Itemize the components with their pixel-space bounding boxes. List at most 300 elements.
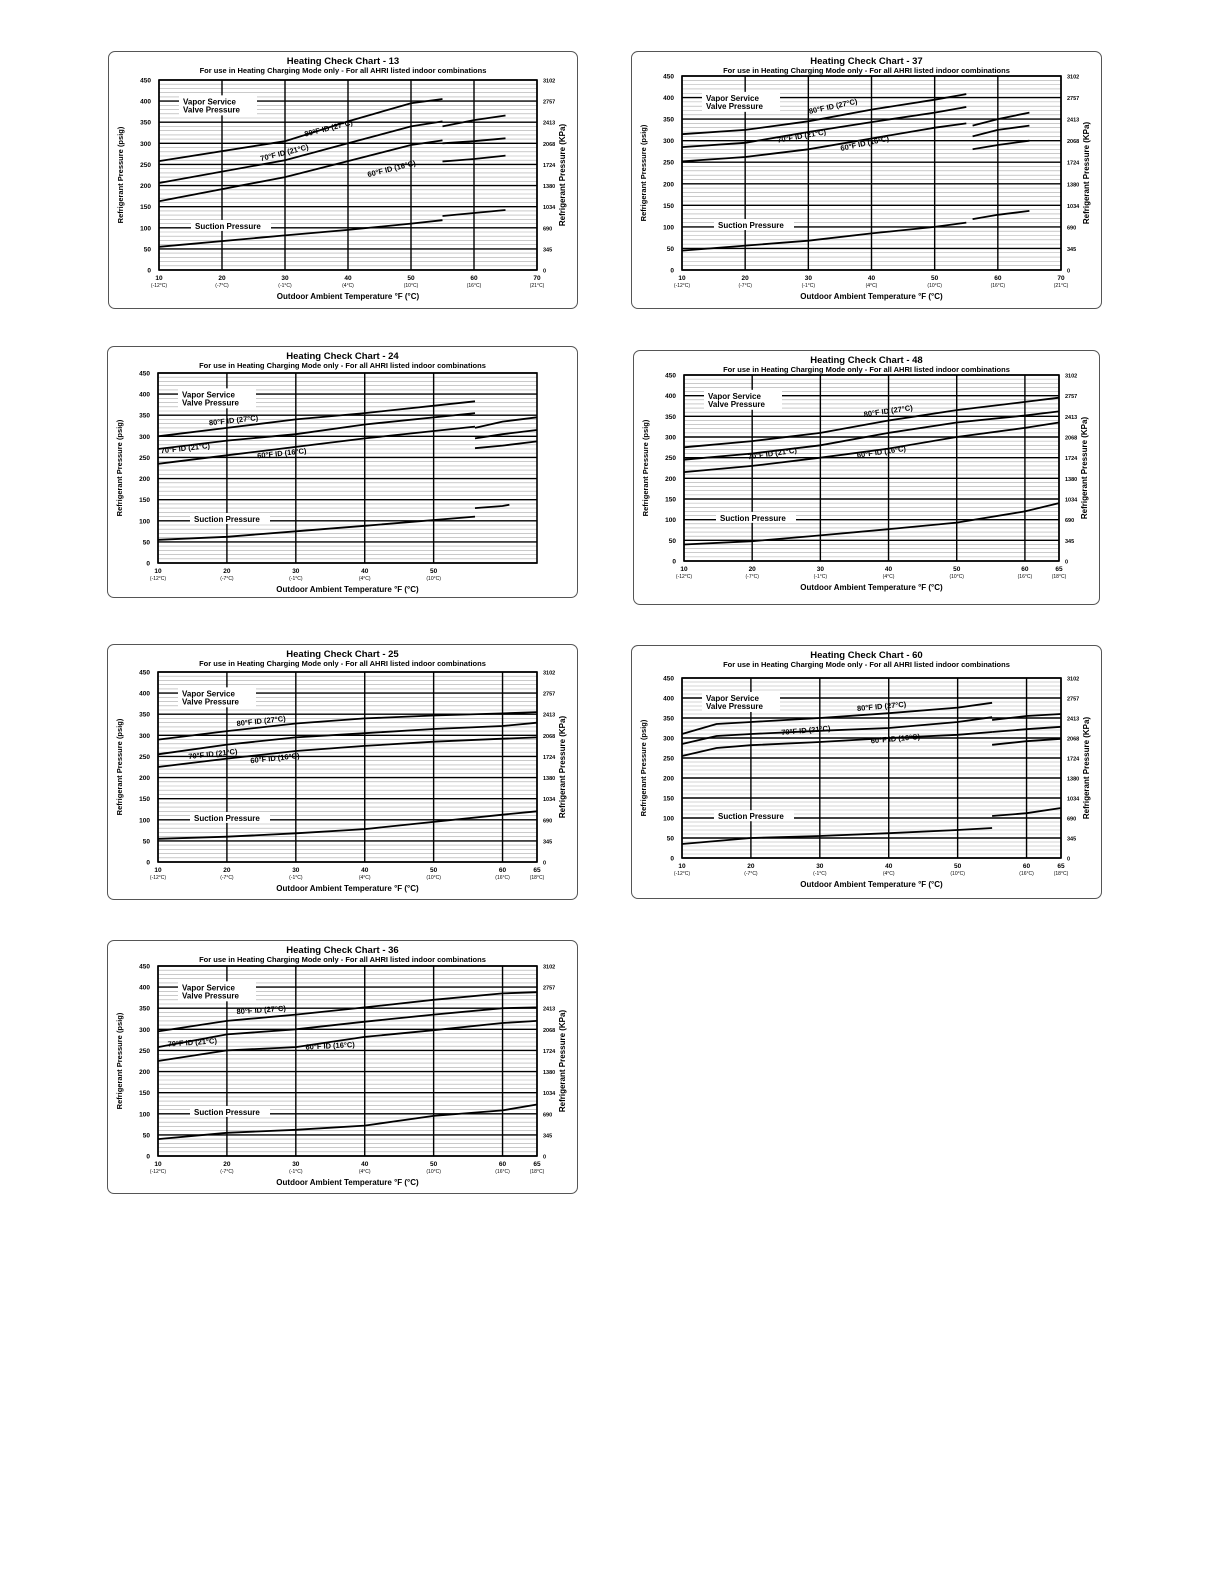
x-tick-label: 60 — [1022, 863, 1031, 870]
x-tick-sublabel: (4°C) — [358, 875, 371, 881]
y-tick-label: 250 — [139, 753, 150, 761]
x-tick-label: 30 — [804, 275, 812, 282]
x-tick-label: 20 — [747, 863, 755, 870]
y-tick-label: 450 — [139, 370, 150, 378]
x-tick-label: 20 — [223, 1161, 231, 1168]
x-tick-label: 40 — [361, 1161, 369, 1168]
chart-subtitle: For use in Heating Charging Mode only - For all AHRI listed indoor combinations — [199, 955, 486, 964]
series-label: 70°F ID (21°C) — [776, 127, 827, 145]
y-tick-label: 50 — [142, 838, 150, 846]
y2-tick-label: 1380 — [543, 776, 556, 783]
y2-tick-label: 2757 — [543, 691, 556, 698]
y-tick-label: 450 — [663, 73, 674, 81]
series-label: 60°F ID (16°C) — [249, 751, 300, 766]
x-tick-label: 30 — [292, 867, 300, 874]
x-tick-sublabel: (-12°C) — [149, 875, 167, 881]
x-axis-label: Outdoor Ambient Temperature °F (°C) — [276, 1178, 419, 1187]
y-tick-label: 150 — [663, 795, 674, 803]
y2-axis-label: Refrigerant Pressure (KPa) — [558, 123, 567, 227]
y2-tick-label: 2413 — [543, 120, 556, 127]
vapor-service-label: Vapor Service — [182, 390, 235, 400]
x-tick-label: 40 — [344, 275, 352, 282]
y-tick-label: 0 — [146, 859, 150, 867]
x-axis-label: Outdoor Ambient Temperature °F (°C) — [276, 585, 419, 594]
y-tick-label: 250 — [663, 755, 674, 763]
series-line — [682, 717, 992, 744]
series-label: 60°F ID (16°C) — [366, 158, 417, 180]
x-tick-sublabel: (4°C) — [882, 574, 895, 580]
chart-title: Heating Check Chart - 25 — [286, 649, 399, 660]
chart-svg — [108, 645, 577, 899]
valve-pressure-label: Valve Pressure — [183, 105, 240, 115]
series-label: 80°F ID (27°C) — [856, 699, 907, 713]
y-tick-label: 350 — [140, 119, 151, 127]
y-tick-label: 150 — [140, 204, 151, 212]
y2-tick-label: 0 — [1067, 856, 1071, 863]
y-tick-label: 250 — [139, 454, 150, 462]
y2-tick-label: 2413 — [1065, 414, 1078, 421]
y2-tick-label: 0 — [543, 860, 547, 867]
x-tick-label: 20 — [218, 275, 226, 282]
y2-tick-label: 3102 — [1065, 373, 1078, 380]
y-tick-label: 400 — [663, 95, 674, 103]
y2-tick-label: 1724 — [543, 1048, 556, 1055]
x-tick-label: 20 — [223, 568, 231, 575]
x-tick-label: 40 — [885, 863, 893, 870]
y-tick-label: 250 — [139, 1047, 150, 1055]
y2-tick-label: 2757 — [1067, 696, 1080, 703]
valve-pressure-label: Valve Pressure — [182, 398, 239, 408]
series-line — [973, 126, 1030, 137]
chart-panel-48 — [633, 350, 1100, 605]
y-tick-label: 300 — [665, 434, 676, 442]
y2-tick-label: 1034 — [543, 1091, 556, 1098]
x-tick-sublabel: (16°C) — [990, 283, 1006, 289]
series-line — [682, 828, 992, 844]
x-tick-sublabel: (4°C) — [358, 576, 371, 582]
y2-tick-label: 690 — [1067, 225, 1077, 232]
y2-tick-label: 1724 — [1067, 756, 1080, 763]
y2-tick-label: 345 — [543, 1133, 553, 1140]
x-axis-label: Outdoor Ambient Temperature °F (°C) — [800, 292, 943, 301]
x-tick-label: 70 — [1057, 275, 1065, 282]
x-tick-sublabel: (4°C) — [865, 283, 878, 289]
series-line — [973, 211, 1030, 219]
vapor-service-label: Vapor Service — [706, 93, 759, 103]
x-tick-label: 50 — [430, 1161, 438, 1168]
vapor-service-label: Vapor Service — [708, 391, 761, 401]
y2-tick-label: 0 — [1065, 559, 1069, 566]
y2-tick-label: 2413 — [543, 1006, 556, 1013]
x-tick-label: 50 — [430, 568, 438, 575]
y2-tick-label: 2068 — [543, 1027, 556, 1034]
vapor-service-label: Vapor Service — [706, 694, 759, 703]
x-tick-sublabel: (-7°C) — [220, 576, 234, 582]
y2-tick-label: 2413 — [1067, 117, 1080, 124]
x-tick-label: 10 — [154, 1161, 162, 1168]
x-tick-sublabel: (-1°C) — [278, 283, 292, 289]
x-tick-label: 60 — [470, 275, 478, 282]
x-tick-label: 65 — [1057, 863, 1065, 870]
x-tick-sublabel: (-7°C) — [220, 875, 234, 881]
series-line — [475, 505, 509, 508]
x-tick-sublabel: (-12°C) — [150, 283, 168, 289]
y-tick-label: 350 — [663, 116, 674, 124]
suction-pressure-label: Suction Pressure — [718, 221, 784, 231]
y-tick-label: 350 — [665, 413, 676, 421]
chart-title: Heating Check Chart - 24 — [286, 351, 399, 362]
x-tick-label: 30 — [816, 566, 824, 573]
y2-tick-label: 690 — [543, 818, 553, 825]
suction-pressure-label: Suction Pressure — [194, 514, 260, 524]
series-label: 80°F ID (27°C) — [808, 96, 859, 116]
x-tick-sublabel: (-12°C) — [673, 283, 691, 289]
y2-tick-label: 1034 — [1065, 497, 1078, 504]
y-tick-label: 0 — [672, 558, 676, 566]
chart-subtitle: For use in Heating Charging Mode only - For all AHRI listed indoor combinations — [723, 660, 1010, 669]
x-tick-sublabel: (10°C) — [403, 283, 419, 289]
chart-title: Heating Check Chart - 48 — [810, 355, 923, 366]
x-tick-sublabel: (16°C) — [495, 1169, 510, 1175]
x-tick-sublabel: (18°C) — [1051, 574, 1067, 580]
y-tick-label: 50 — [666, 835, 674, 843]
y-tick-label: 300 — [139, 433, 150, 441]
suction-pressure-label: Suction Pressure — [718, 812, 784, 822]
x-tick-sublabel: (10°C) — [426, 1169, 441, 1175]
y2-axis-label: Refrigerant Pressure (KPa) — [558, 715, 567, 819]
y-tick-label: 350 — [139, 1005, 150, 1013]
y2-tick-label: 1034 — [1067, 203, 1080, 210]
y-axis-label: Refrigerant Pressure (psig) — [115, 1012, 124, 1110]
y2-tick-label: 0 — [543, 268, 547, 275]
valve-pressure-label: Valve Pressure — [706, 702, 763, 711]
x-tick-label: 30 — [281, 275, 289, 282]
y-tick-label: 100 — [665, 517, 676, 525]
y-tick-label: 400 — [140, 98, 151, 106]
x-tick-sublabel: (21°C) — [529, 283, 545, 289]
x-tick-label: 60 — [498, 867, 507, 874]
y2-tick-label: 0 — [543, 1154, 547, 1161]
y-tick-label: 150 — [139, 1090, 150, 1098]
series-label: 80°F ID (27°C) — [303, 117, 354, 139]
y2-tick-label: 3102 — [543, 670, 556, 677]
y-tick-label: 450 — [139, 669, 150, 677]
x-tick-sublabel: (10°C) — [927, 283, 942, 289]
y-tick-label: 450 — [663, 675, 674, 683]
y2-tick-label: 2068 — [543, 141, 556, 148]
x-tick-label: 65 — [533, 867, 541, 874]
x-tick-sublabel: (4°C) — [358, 1169, 371, 1175]
x-tick-label: 10 — [678, 863, 686, 870]
y2-tick-label: 345 — [1067, 246, 1077, 253]
series-label: 60°F ID (16°C) — [856, 443, 907, 460]
y-tick-label: 200 — [663, 181, 674, 189]
x-tick-label: 40 — [867, 275, 876, 282]
y2-tick-label: 2068 — [543, 733, 556, 740]
series-label: 70°F ID (21°C) — [187, 746, 238, 762]
chart-svg — [632, 52, 1101, 308]
y2-tick-label: 1724 — [1065, 456, 1078, 463]
y2-tick-label: 690 — [543, 226, 553, 233]
y2-axis-label: Refrigerant Pressure (KPa) — [1082, 121, 1091, 225]
x-tick-sublabel: (-7°C) — [215, 283, 229, 289]
series-label: 70°F ID (21°C) — [160, 441, 211, 456]
chart-subtitle: For use in Heating Charging Mode only - For all AHRI listed indoor combinations — [199, 659, 486, 668]
vapor-service-label: Vapor Service — [182, 983, 235, 993]
chart-subtitle: For use in Heating Charging Mode only - For all AHRI listed indoor combinations — [723, 365, 1010, 374]
chart-panel-60 — [631, 645, 1102, 899]
x-tick-label: 40 — [361, 568, 369, 575]
y-tick-label: 50 — [666, 245, 674, 253]
y-tick-label: 350 — [139, 711, 150, 719]
series-label: 70°F ID (21°C) — [259, 142, 310, 164]
x-axis-label: Outdoor Ambient Temperature °F (°C) — [800, 583, 943, 592]
x-tick-label: 20 — [741, 275, 749, 282]
suction-pressure-label: Suction Pressure — [720, 513, 786, 523]
y-tick-label: 400 — [139, 690, 150, 698]
series-label: 60°F ID (16°C) — [870, 732, 921, 746]
y2-tick-label: 345 — [543, 839, 553, 846]
vapor-service-label: Vapor Service — [182, 689, 235, 699]
x-tick-sublabel: (10°C) — [950, 871, 965, 877]
y2-tick-label: 345 — [1065, 538, 1075, 545]
x-tick-label: 40 — [884, 566, 893, 573]
y-axis-label: Refrigerant Pressure (psig) — [639, 124, 648, 222]
x-tick-sublabel: (10°C) — [426, 875, 441, 881]
x-tick-sublabel: (-7°C) — [745, 574, 759, 580]
y-tick-label: 400 — [139, 391, 150, 399]
y2-tick-label: 3102 — [1067, 74, 1080, 81]
x-tick-label: 50 — [430, 867, 438, 874]
chart-subtitle: For use in Heating Charging Mode only - For all AHRI listed indoor combinations — [723, 66, 1010, 75]
chart-title: Heating Check Chart - 13 — [286, 56, 400, 67]
y-tick-label: 200 — [665, 475, 676, 483]
y2-tick-label: 1034 — [543, 797, 556, 804]
y2-tick-label: 690 — [1067, 816, 1077, 823]
y2-tick-label: 1034 — [543, 205, 556, 212]
y2-tick-label: 2757 — [543, 99, 556, 106]
y-tick-label: 200 — [139, 1069, 150, 1077]
y2-tick-label: 1380 — [1067, 182, 1080, 189]
x-tick-sublabel: (-1°C) — [289, 1169, 303, 1175]
x-tick-label: 10 — [155, 275, 163, 282]
y2-tick-label: 1724 — [1067, 160, 1080, 167]
x-tick-label: 10 — [680, 566, 688, 573]
chart-title: Heating Check Chart - 36 — [286, 945, 399, 956]
series-line — [475, 417, 537, 428]
y-tick-label: 350 — [663, 715, 674, 723]
x-tick-sublabel: (-1°C) — [801, 283, 816, 289]
suction-pressure-label: Suction Pressure — [194, 813, 260, 823]
y2-tick-label: 1380 — [1065, 476, 1078, 483]
y-axis-label: Refrigerant Pressure (psig) — [116, 126, 125, 224]
x-tick-label: 10 — [154, 867, 162, 874]
x-tick-sublabel: (21°C) — [1053, 283, 1069, 289]
y-tick-label: 100 — [663, 815, 674, 823]
x-tick-sublabel: (16°C) — [1019, 871, 1034, 877]
x-tick-sublabel: (-1°C) — [289, 875, 303, 881]
y-tick-label: 250 — [663, 159, 674, 167]
x-tick-label: 10 — [678, 275, 686, 282]
chart-title: Heating Check Chart - 37 — [810, 56, 923, 67]
y-tick-label: 50 — [142, 1132, 150, 1140]
y-tick-label: 300 — [140, 140, 151, 148]
series-label: 70°F ID (21°C) — [780, 723, 831, 737]
y-tick-label: 50 — [143, 246, 151, 254]
y-tick-label: 150 — [663, 202, 674, 210]
vapor-service-label: Vapor Service — [183, 97, 236, 107]
x-axis-label: Outdoor Ambient Temperature °F (°C) — [800, 880, 943, 889]
y2-tick-label: 1724 — [543, 162, 556, 169]
series-line — [684, 423, 1059, 473]
series-label: 60°F ID (16°C) — [305, 1040, 356, 1052]
y-axis-label: Refrigerant Pressure (psig) — [115, 419, 124, 517]
y-tick-label: 450 — [665, 372, 676, 380]
y-tick-label: 100 — [139, 817, 150, 825]
y2-tick-label: 0 — [1067, 268, 1071, 275]
x-tick-sublabel: (-1°C) — [813, 574, 828, 580]
y-axis-label: Refrigerant Pressure (psig) — [641, 419, 650, 517]
chart-svg — [634, 351, 1099, 604]
y-tick-label: 300 — [139, 1026, 150, 1034]
x-tick-sublabel: (18°C) — [1053, 871, 1069, 877]
y-tick-label: 400 — [663, 695, 674, 703]
series-line — [475, 430, 537, 438]
x-tick-sublabel: (10°C) — [426, 576, 441, 582]
y2-tick-label: 2068 — [1067, 139, 1080, 146]
x-tick-sublabel: (-12°C) — [675, 574, 693, 580]
y2-tick-label: 2413 — [543, 712, 556, 719]
x-tick-label: 30 — [292, 1161, 300, 1168]
x-tick-label: 70 — [533, 275, 541, 282]
chart-svg — [108, 347, 577, 597]
x-tick-sublabel: (-12°C) — [149, 576, 167, 582]
y2-tick-label: 3102 — [543, 964, 556, 971]
x-tick-sublabel: (18°C) — [529, 875, 545, 881]
x-tick-label: 20 — [223, 867, 231, 874]
chart-svg — [109, 52, 577, 308]
y2-tick-label: 2757 — [543, 985, 556, 992]
y-tick-label: 50 — [142, 539, 150, 547]
y-tick-label: 200 — [663, 775, 674, 783]
x-tick-sublabel: (18°C) — [529, 1169, 545, 1175]
valve-pressure-label: Valve Pressure — [182, 991, 239, 1001]
suction-pressure-label: Suction Pressure — [195, 221, 261, 231]
y-tick-label: 450 — [140, 77, 151, 85]
x-tick-sublabel: (10°C) — [949, 574, 964, 580]
y-tick-label: 100 — [139, 518, 150, 526]
x-tick-sublabel: (16°C) — [1017, 574, 1033, 580]
y-tick-label: 150 — [139, 497, 150, 505]
y-tick-label: 0 — [670, 267, 674, 275]
series-label: 80°F ID (27°C) — [236, 713, 287, 729]
y2-tick-label: 1380 — [543, 184, 556, 191]
x-tick-label: 20 — [748, 566, 756, 573]
y-tick-label: 0 — [670, 855, 674, 863]
x-tick-label: 50 — [931, 275, 939, 282]
x-tick-sublabel: (-1°C) — [289, 576, 303, 582]
y-tick-label: 400 — [139, 984, 150, 992]
x-tick-label: 65 — [533, 1161, 541, 1168]
y-tick-label: 400 — [665, 393, 676, 401]
chart-panel-13 — [108, 51, 578, 309]
x-tick-label: 50 — [954, 863, 962, 870]
y2-axis-label: Refrigerant Pressure (KPa) — [1080, 416, 1089, 520]
y-tick-label: 150 — [665, 496, 676, 504]
y2-tick-label: 3102 — [1067, 676, 1080, 683]
chart-panel-25 — [107, 644, 578, 900]
y-tick-label: 300 — [663, 735, 674, 743]
x-tick-label: 60 — [994, 275, 1002, 282]
valve-pressure-label: Valve Pressure — [708, 399, 765, 409]
x-axis-label: Outdoor Ambient Temperature °F (°C) — [276, 884, 419, 893]
y-tick-label: 200 — [139, 476, 150, 484]
chart-svg — [632, 646, 1101, 898]
x-tick-sublabel: (16°C) — [466, 283, 482, 289]
x-tick-sublabel: (4°C) — [882, 871, 895, 877]
y-tick-label: 100 — [139, 1111, 150, 1119]
x-tick-sublabel: (-1°C) — [813, 871, 827, 877]
y2-tick-label: 1724 — [543, 754, 556, 761]
chart-subtitle: For use in Heating Charging Mode only - For all AHRI listed indoor combinations — [199, 361, 486, 370]
y-axis-label: Refrigerant Pressure (psig) — [115, 718, 124, 816]
y2-tick-label: 1034 — [1067, 796, 1080, 803]
y-tick-label: 150 — [139, 796, 150, 804]
x-tick-label: 50 — [407, 275, 415, 282]
chart-panel-37 — [631, 51, 1102, 309]
series-label: 60°F ID (16°C) — [256, 446, 307, 461]
y-tick-label: 100 — [663, 224, 674, 232]
y-tick-label: 0 — [146, 1153, 150, 1161]
x-tick-label: 10 — [154, 568, 162, 575]
series-label: 60°F ID (16°C) — [839, 133, 890, 153]
y2-tick-label: 345 — [1067, 836, 1077, 843]
y2-tick-label: 1380 — [543, 1070, 556, 1077]
y2-axis-label: Refrigerant Pressure (KPa) — [1082, 716, 1091, 820]
x-tick-sublabel: (-7°C) — [220, 1169, 234, 1175]
series-label: 70°F ID (21°C) — [167, 1036, 218, 1049]
chart-subtitle: For use in Heating Charging Mode only - For all AHRI listed indoor combinations — [199, 66, 487, 75]
y-tick-label: 450 — [139, 963, 150, 971]
y-tick-label: 50 — [668, 537, 676, 545]
y-tick-label: 250 — [665, 455, 676, 463]
chart-panel-36 — [107, 940, 578, 1194]
chart-title: Heating Check Chart - 60 — [810, 650, 923, 661]
x-tick-sublabel: (-7°C) — [738, 283, 752, 289]
series-label: 80°F ID (27°C) — [863, 403, 914, 419]
series-label: 70°F ID (21°C) — [747, 445, 798, 462]
valve-pressure-label: Valve Pressure — [182, 697, 239, 707]
chart-panel-24 — [107, 346, 578, 598]
x-tick-label: 60 — [1021, 566, 1029, 573]
x-tick-sublabel: (-7°C) — [744, 871, 758, 877]
y2-tick-label: 690 — [1065, 518, 1075, 525]
x-tick-sublabel: (-12°C) — [673, 871, 691, 877]
series-label: 80°F ID (27°C) — [236, 1003, 287, 1017]
series-label: 80°F ID (27°C) — [208, 413, 259, 428]
y2-tick-label: 2068 — [1065, 435, 1078, 442]
y2-tick-label: 1380 — [1067, 776, 1080, 783]
x-tick-label: 50 — [953, 566, 961, 573]
x-tick-sublabel: (16°C) — [495, 875, 510, 881]
y2-tick-label: 2413 — [1067, 716, 1080, 723]
y-tick-label: 350 — [139, 412, 150, 420]
x-axis-label: Outdoor Ambient Temperature °F (°C) — [276, 292, 420, 301]
y2-tick-label: 2068 — [1067, 736, 1080, 743]
y-tick-label: 200 — [140, 183, 151, 191]
y-tick-label: 200 — [139, 775, 150, 783]
x-tick-label: 65 — [1055, 566, 1063, 573]
